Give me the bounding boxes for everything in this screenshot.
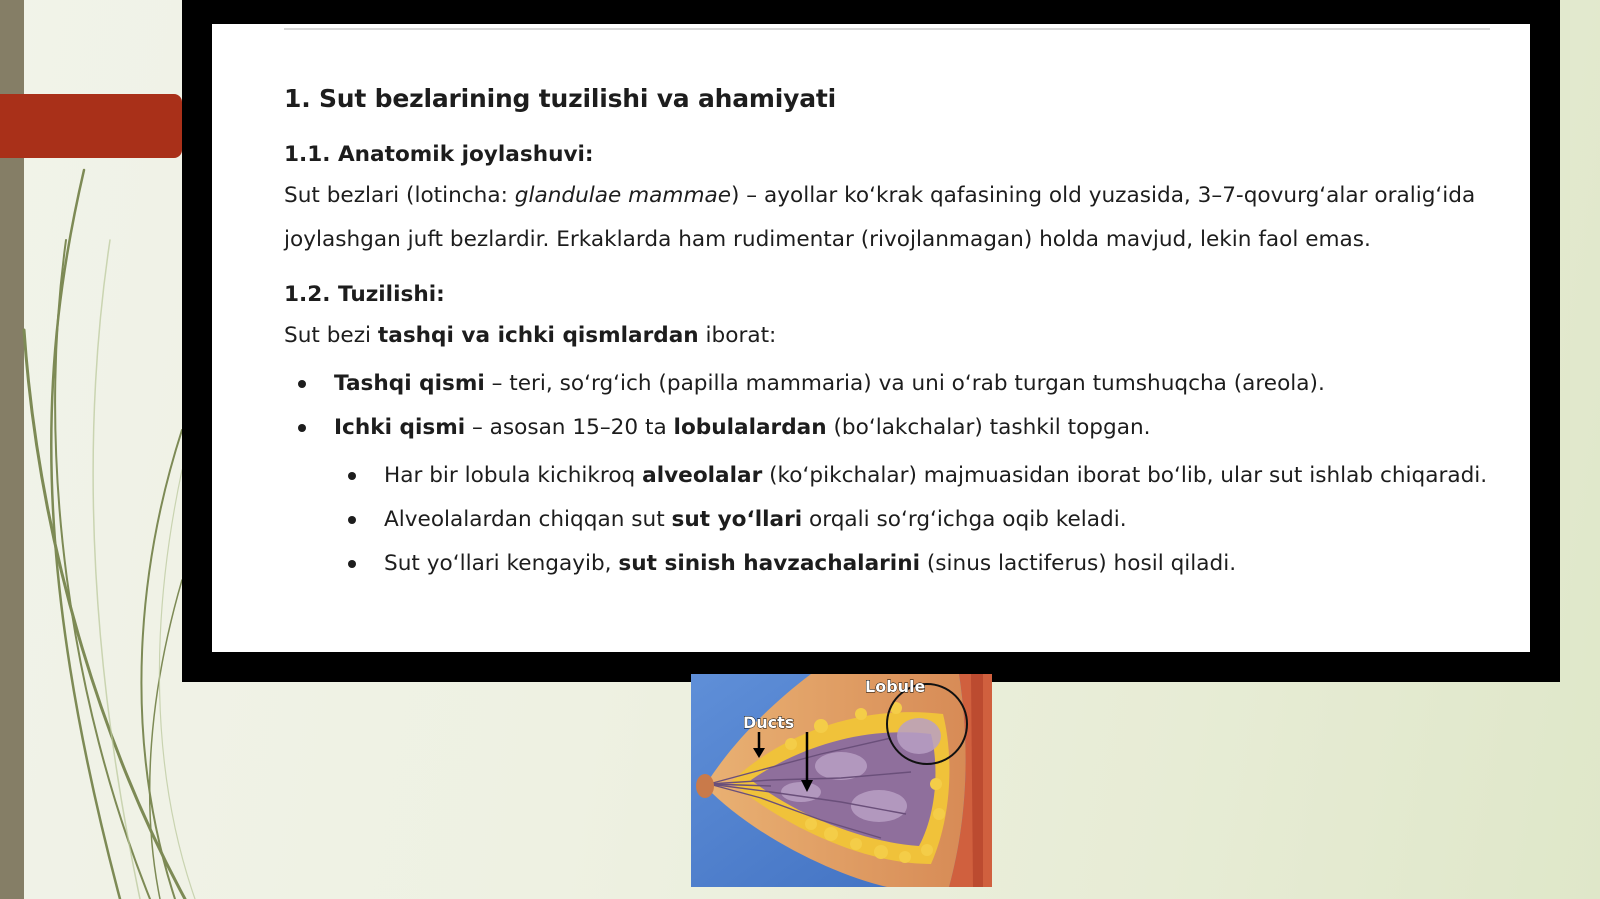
sublist-item-text: Har bir lobula kichikroq — [384, 463, 643, 488]
list-item — [284, 362, 1500, 406]
sublist-item-text: (ko‘pikchalar) majmuasidan iborat bo‘lib, ular sut ishlab chiqaradi. — [762, 463, 1488, 488]
top-divider — [284, 28, 1490, 30]
anatomy-text-end: ) – ayollar ko‘krak qafasining old yuzasida, 3–7-qovurg‘alar oralig‘ida joylashgan juft bezlardir. Erkaklarda ham rudimentar (rivojlanmagan) holda mavjud, lekin faol emas. — [284, 183, 1476, 252]
list-item-text: – teri, so‘rg‘ich (papilla mammaria) va uni o‘rab turgan tumshuqcha (areola). — [484, 371, 1325, 396]
lobule-label: Lobule — [865, 677, 926, 696]
sublist-item — [284, 454, 1500, 498]
intro-text-start: Sut bezi — [284, 323, 378, 348]
section-title-structure: 1.2. Tuzilishi: — [284, 282, 445, 307]
sublist-item-text: Alveolalardan chiqqan sut — [384, 507, 672, 532]
sublist-item-bold: alveolalar — [642, 463, 763, 488]
sublist-item — [284, 498, 1500, 542]
latin-term: glandulae mammae — [514, 183, 732, 208]
document-content — [284, 76, 1500, 586]
list-item — [284, 406, 1500, 450]
sublist-item — [284, 542, 1500, 586]
document-panel — [212, 24, 1530, 652]
structure-list — [284, 362, 1500, 450]
document-screenshot-frame — [182, 0, 1560, 682]
breast-anatomy-illustration — [691, 674, 992, 887]
structure-sublist — [284, 454, 1500, 586]
page-title: 1. Sut bezlarining tuzilishi va ahamiyati — [284, 84, 837, 113]
list-item-bold: Tashqi qismi — [334, 371, 485, 396]
sublist-item-bold: sut sinish havzachalarini — [618, 551, 920, 576]
intro-bold: tashqi va ichki qismlardan — [377, 323, 699, 348]
sublist-item-text: (sinus lactiferus) hosil qiladi. — [919, 551, 1237, 576]
red-accent-tab — [0, 94, 182, 158]
section-title-anatomy: 1.1. Anatomik joylashuvi: — [284, 142, 594, 167]
list-item-text: (bo‘lakchalar) tashkil topgan. — [826, 415, 1151, 440]
list-item-bold: Ichki qismi — [334, 415, 466, 440]
ducts-label: Ducts — [743, 713, 795, 732]
intro-text-end: iborat: — [698, 323, 777, 348]
anatomy-text-start: Sut bezlari (lotincha: — [284, 183, 515, 208]
structure-intro — [284, 314, 1500, 358]
list-item-text: – asosan 15–20 ta — [465, 415, 674, 440]
list-item-bold: lobulalardan — [673, 415, 827, 440]
sublist-item-text: Sut yo‘llari kengayib, — [384, 551, 619, 576]
sublist-item-text: orqali so‘rg‘ichga oqib keladi. — [802, 507, 1127, 532]
sublist-item-bold: sut yo‘llari — [671, 507, 803, 532]
anatomy-paragraph — [284, 174, 1500, 262]
